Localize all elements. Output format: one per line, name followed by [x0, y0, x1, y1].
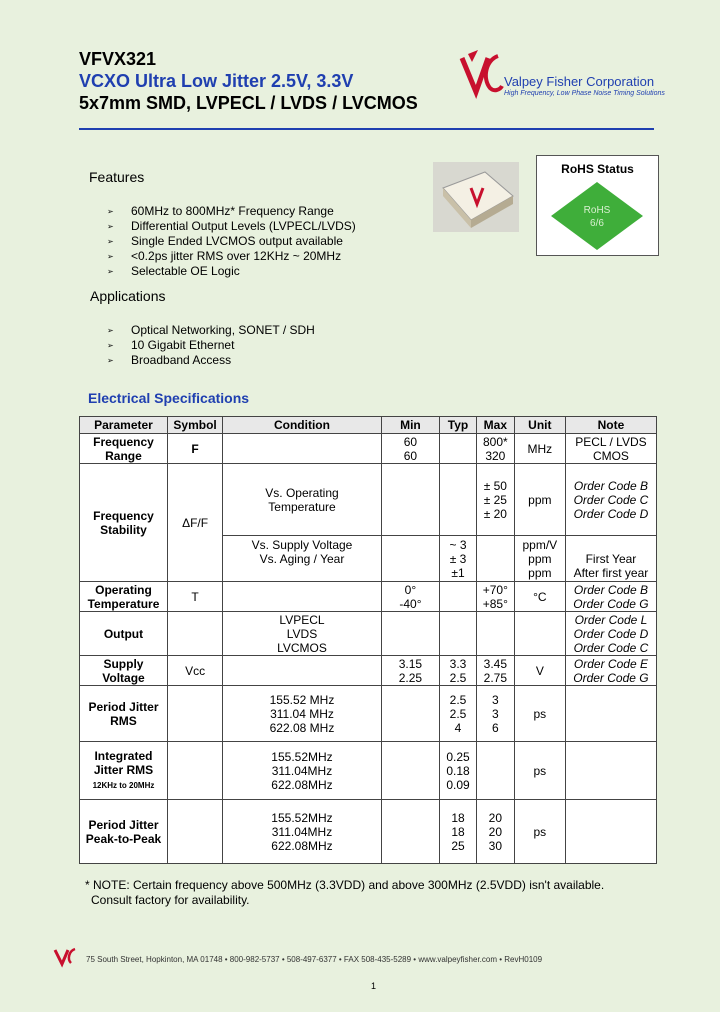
typ-cell [440, 582, 477, 612]
footer-contact: 75 South Street, Hopkinton, MA 01748 • 800-982-5737 • 508-497-6377 • FAX 508-435-5289 • www.valpeyfisher.com • RevH0109 [86, 955, 543, 964]
min-cell: 60 60 [381, 434, 439, 464]
unit-cell: ps [514, 800, 565, 864]
electrical-specs-heading: Electrical Specifications [88, 390, 250, 406]
unit-cell: °C [514, 582, 565, 612]
condition-cell [223, 582, 382, 612]
condition-cell: Vs. Operating Temperature [223, 464, 382, 536]
typ-cell: ~ 3 ± 3 ±1 [440, 536, 477, 582]
typ-cell [440, 612, 477, 656]
symbol-cell [167, 800, 222, 864]
condition-cell [223, 656, 382, 686]
min-cell: 3.15 2.25 [381, 656, 439, 686]
note-cell: Order Code L Order Code D Order Code C [565, 612, 656, 656]
note-cell: Order Code B Order Code C Order Code D [565, 464, 656, 536]
param-cell: Integrated Jitter RMS 12KHz to 20MHz [80, 742, 168, 800]
footer-logo-icon [53, 944, 77, 968]
table-header-row [80, 417, 657, 434]
param-cell: Period Jitter RMS [80, 686, 168, 742]
unit-cell [514, 612, 565, 656]
unit-cell: ps [514, 686, 565, 742]
min-cell [381, 536, 439, 582]
col-header: Typ [440, 417, 477, 434]
max-cell [476, 742, 514, 800]
typ-cell [440, 434, 477, 464]
company-name: Valpey Fisher Corporation [504, 74, 655, 89]
condition-cell [223, 434, 382, 464]
symbol-cell [167, 686, 222, 742]
package-description: 5x7mm SMD, LVPECL / LVDS / LVCMOS [79, 93, 418, 113]
product-subtitle: VCXO Ultra Low Jitter 2.5V, 3.3V [79, 71, 354, 91]
part-number: VFVX321 [79, 49, 157, 69]
typ-cell: 3.3 2.5 [440, 656, 477, 686]
symbol-cell [167, 612, 222, 656]
company-logo-icon [458, 48, 504, 100]
param-cell: Frequency Stability [80, 464, 168, 582]
note-cell: Order Code B Order Code G [565, 582, 656, 612]
condition-cell: LVPECL LVDS LVCMOS [223, 612, 382, 656]
param-cell: Frequency Range [80, 434, 168, 464]
rohs-badge-line1: RoHS [583, 205, 611, 216]
min-cell [381, 686, 439, 742]
table-row [80, 434, 657, 464]
condition-cell: Vs. Supply Voltage Vs. Aging / Year [223, 536, 382, 582]
typ-cell: 18 18 25 [440, 800, 477, 864]
typ-cell [440, 464, 477, 536]
unit-cell: ppm [514, 464, 565, 536]
table-row [80, 582, 657, 612]
col-header: Parameter [80, 417, 168, 434]
max-cell: ± 50 ± 25 ± 20 [476, 464, 514, 536]
symbol-cell [167, 742, 222, 800]
param-cell: Operating Temperature [80, 582, 168, 612]
rohs-title: RoHS Status [561, 162, 634, 176]
rohs-status-box [536, 155, 659, 256]
max-cell: +70° +85° [476, 582, 514, 612]
typ-cell: 0.25 0.18 0.09 [440, 742, 477, 800]
condition-cell: 155.52 MHz 311.04 MHz 622.08 MHz [223, 686, 382, 742]
list-item: ➢ Single Ended LVCMOS output available [107, 234, 356, 249]
max-cell: 3.45 2.75 [476, 656, 514, 686]
typ-cell: 2.5 2.5 4 [440, 686, 477, 742]
symbol-cell: Vcc [167, 656, 222, 686]
table-row [80, 612, 657, 656]
note-cell: PECL / LVDS CMOS [565, 434, 656, 464]
min-cell [381, 800, 439, 864]
param-cell: Supply Voltage [80, 656, 168, 686]
list-item: ➢ 10 Gigabit Ethernet [107, 338, 315, 353]
list-item: ➢ Selectable OE Logic [107, 264, 356, 279]
list-item: ➢ <0.2ps jitter RMS over 12KHz ~ 20MHz [107, 249, 356, 264]
symbol-cell: ΔF/F [167, 464, 222, 582]
list-item: ➢ Differential Output Levels (LVPECL/LVDS) [107, 219, 356, 234]
applications-list [107, 323, 315, 368]
header-divider [79, 128, 654, 130]
condition-cell: 155.52MHz 311.04MHz 622.08MHz [223, 800, 382, 864]
unit-cell: V [514, 656, 565, 686]
applications-heading: Applications [90, 288, 166, 304]
list-item: ➢ 60MHz to 800MHz* Frequency Range [107, 204, 356, 219]
col-header: Unit [514, 417, 565, 434]
max-cell: 800* 320 [476, 434, 514, 464]
param-cell: Period Jitter Peak-to-Peak [80, 800, 168, 864]
spec-table [79, 416, 657, 864]
unit-cell: ppm/V ppm ppm [514, 536, 565, 582]
note-cell [565, 686, 656, 742]
col-header: Note [565, 417, 656, 434]
unit-cell: ps [514, 742, 565, 800]
symbol-cell: T [167, 582, 222, 612]
rohs-diamond-icon [549, 180, 646, 252]
oscillator-chip-icon [433, 162, 519, 232]
features-heading: Features [89, 169, 145, 185]
footnote [85, 878, 604, 908]
param-cell: Output [80, 612, 168, 656]
note-cell [565, 742, 656, 800]
symbol-cell: F [167, 434, 222, 464]
product-image [433, 162, 519, 232]
note-cell [565, 800, 656, 864]
table-row [80, 742, 657, 800]
note-cell: Order Code E Order Code G [565, 656, 656, 686]
min-cell: 0° -40° [381, 582, 439, 612]
condition-cell: 155.52MHz 311.04MHz 622.08MHz [223, 742, 382, 800]
footnote-line2: Consult factory for availability. [91, 893, 250, 907]
list-item: ➢ Optical Networking, SONET / SDH [107, 323, 315, 338]
max-cell: 3 3 6 [476, 686, 514, 742]
col-header: Min [381, 417, 439, 434]
list-item: ➢ Broadband Access [107, 353, 315, 368]
page-number: 1 [371, 981, 377, 991]
table-row [80, 686, 657, 742]
company-tagline: High Frequency, Low Phase Noise Timing Solutions [504, 90, 665, 97]
max-cell [476, 536, 514, 582]
table-row [80, 656, 657, 686]
features-list [107, 204, 356, 279]
unit-cell: MHz [514, 434, 565, 464]
min-cell [381, 464, 439, 536]
max-cell [476, 612, 514, 656]
min-cell [381, 742, 439, 800]
table-row [80, 800, 657, 864]
min-cell [381, 612, 439, 656]
rohs-badge-line2: 6/6 [590, 218, 604, 229]
col-header: Max [476, 417, 514, 434]
footnote-line1: * NOTE: Certain frequency above 500MHz (3.3VDD) and above 300MHz (2.5VDD) isn't available. [85, 878, 605, 892]
col-header: Condition [223, 417, 382, 434]
table-row [80, 464, 657, 536]
max-cell: 20 20 30 [476, 800, 514, 864]
note-cell: First Year After first year [565, 536, 656, 582]
col-header: Symbol [167, 417, 222, 434]
